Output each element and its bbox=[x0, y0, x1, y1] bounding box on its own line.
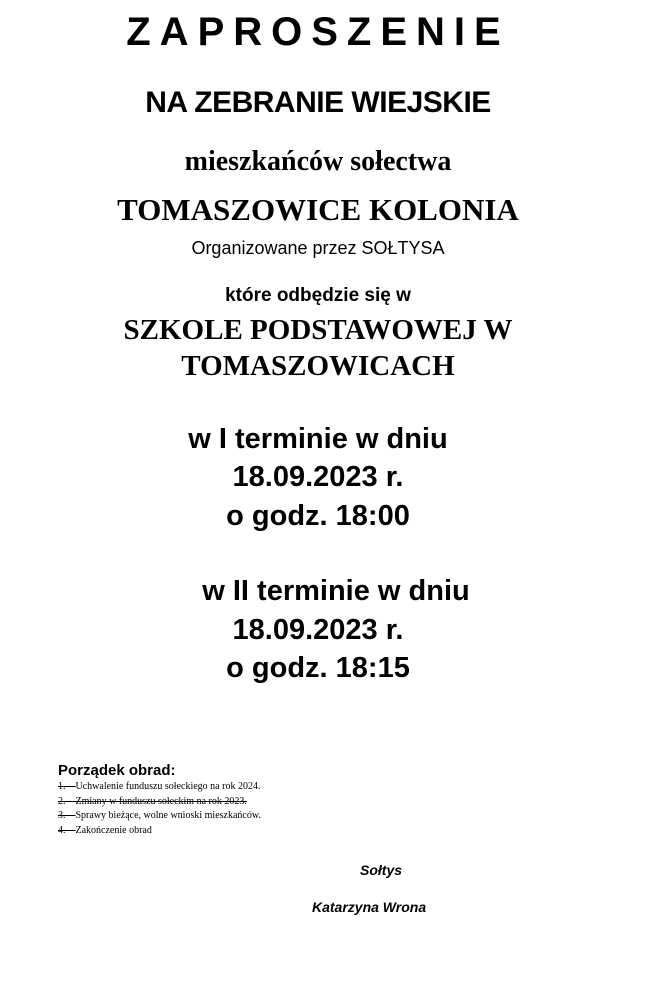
first-term-time: o godz. 18:00 bbox=[226, 500, 410, 532]
second-term-time: o godz. 18:15 bbox=[226, 652, 410, 684]
agenda-item-text: Zmiany w funduszu sołeckim na rok 2023. bbox=[75, 795, 247, 807]
agenda-item-text: Sprawy bieżące, wolne wnioski mieszkańców. bbox=[75, 810, 261, 821]
agenda-item-number: 2. bbox=[58, 795, 66, 807]
agenda-item-text: Uchwalenie funduszu sołeckiego na rok 2024. bbox=[75, 781, 261, 792]
agenda-item-text: Zakończenie obrad bbox=[75, 824, 152, 836]
invitation-title: ZAPROSZENIE bbox=[126, 10, 510, 54]
signature-role: Sołtys bbox=[360, 862, 403, 878]
agenda-item: 1.—Uchwalenie funduszu sołeckiego na rok 2024. bbox=[58, 781, 261, 792]
signature-name: Katarzyna Wrona bbox=[312, 899, 427, 915]
venue-intro: które odbędzie się w bbox=[225, 285, 411, 306]
agenda-item-number: 4. bbox=[58, 824, 66, 836]
agenda-item-number: 3. bbox=[58, 810, 66, 821]
venue-line-1: SZKOLE PODSTAWOWEJ W bbox=[123, 314, 513, 346]
agenda-item: 4.—Zakończenie obrad bbox=[58, 824, 152, 836]
organizer-line: Organizowane przez SOŁTYSA bbox=[191, 238, 445, 258]
first-term-date: 18.09.2023 r. bbox=[232, 461, 404, 493]
agenda-title: Porządek obrad: bbox=[58, 762, 176, 779]
venue-line-2: TOMASZOWICACH bbox=[181, 350, 455, 382]
agenda-item-number: 1. bbox=[58, 781, 66, 792]
agenda-item: 3.—Sprawy bieżące, wolne wnioski mieszkańców. bbox=[58, 810, 261, 821]
second-term-label: w II terminie w dniu bbox=[202, 575, 470, 607]
agenda-item: 2.—Zmiany w funduszu sołeckim na rok 2023. bbox=[58, 795, 247, 807]
second-term-date: 18.09.2023 r. bbox=[232, 614, 404, 646]
meeting-subtitle: NA ZEBRANIE WIEJSKIE bbox=[145, 86, 491, 119]
village-name: TOMASZOWICE KOLONIA bbox=[117, 192, 519, 227]
first-term-label: w I terminie w dniu bbox=[188, 423, 448, 455]
agenda-section bbox=[58, 762, 358, 838]
residents-line: mieszkańców sołectwa bbox=[184, 146, 452, 177]
